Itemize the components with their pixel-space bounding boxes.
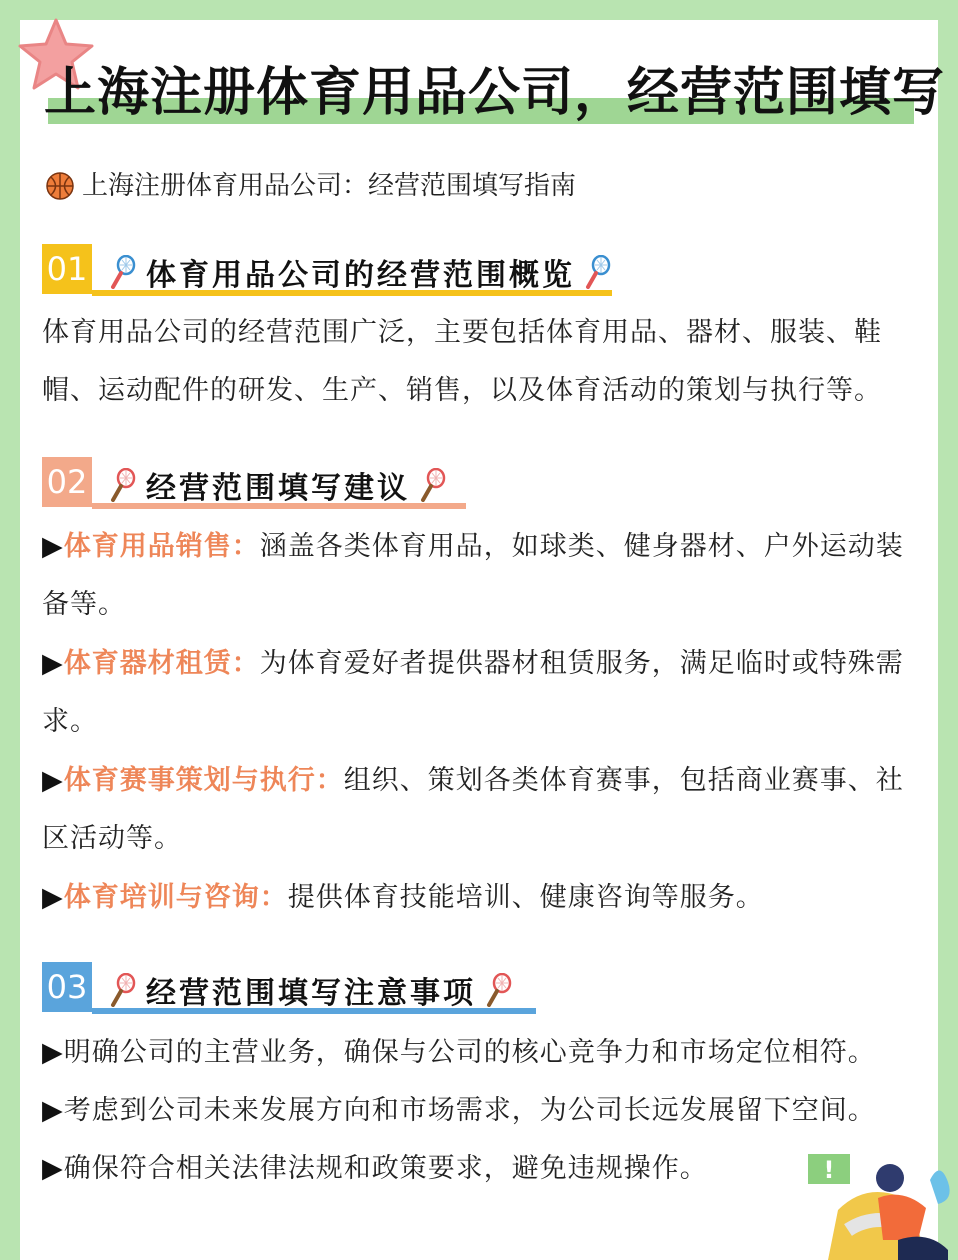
list-item (42, 1140, 912, 1198)
item-text: 提供体育技能培训、健康咨询等服务。 (287, 882, 764, 913)
section-02-header (42, 457, 472, 509)
section-number: 03 (42, 962, 92, 1012)
page-title: 上海注册体育用品公司，经营范围填写 (44, 63, 946, 123)
item-text: 确保符合相关法律法规和政策要求，避免违规操作。 (63, 1153, 708, 1184)
badminton-racket-icon (110, 973, 136, 1007)
item-label: 体育器材租赁： (63, 648, 260, 679)
item-text: 为体育爱好者提供器材租赁服务，满足临时或特殊需求。 (42, 648, 904, 737)
item-label: 体育用品销售： (63, 531, 260, 562)
item-label: 体育培训与咨询： (63, 882, 288, 913)
subtitle (46, 168, 576, 204)
subtitle-text: 上海注册体育用品公司：经营范围填写指南 (82, 171, 577, 201)
section-number: 02 (42, 457, 92, 507)
badminton-racket-icon (585, 255, 611, 289)
bullet: ▶ (42, 1037, 64, 1068)
item-label: 体育赛事策划与执行： (63, 765, 344, 796)
badge-mark: ! (823, 1156, 835, 1184)
item-text: 涵盖各类体育用品，如球类、健身器材、户外运动装备等。 (42, 531, 904, 620)
bullet: ▶ (42, 882, 64, 913)
bullet: ▶ (42, 648, 64, 679)
section-01-header (42, 244, 612, 296)
section-heading: 经营范围填写注意事项 (146, 976, 476, 1011)
bullet: ▶ (42, 531, 64, 562)
list-item (42, 752, 912, 868)
section-title (110, 968, 512, 1012)
badminton-racket-icon (420, 468, 446, 502)
section-heading: 经营范围填写建议 (146, 471, 410, 506)
badminton-racket-icon (110, 468, 136, 502)
badminton-racket-icon (486, 973, 512, 1007)
list-item (42, 1024, 912, 1082)
section-heading: 体育用品公司的经营范围概览 (146, 258, 575, 293)
section-01-paragraph: 体育用品公司的经营范围广泛，主要包括体育用品、器材、服装、鞋帽、运动配件的研发、生产、销售，以及体育活动的策划与执行等。 (42, 317, 882, 406)
content-card (20, 20, 946, 1260)
item-text: 考虑到公司未来发展方向和市场需求，为公司长远发展留下空间。 (63, 1095, 876, 1126)
list-item (42, 518, 912, 634)
bullet: ▶ (42, 1153, 64, 1184)
page-title-block (44, 58, 946, 128)
list-item (42, 1082, 912, 1140)
list-item (42, 869, 912, 927)
bullet: ▶ (42, 1095, 64, 1126)
basketball-icon (46, 172, 74, 200)
item-text: 明确公司的主营业务，确保与公司的核心竞争力和市场定位相符。 (63, 1037, 876, 1068)
badminton-racket-icon (110, 255, 136, 289)
person-illustration (808, 1140, 958, 1260)
section-title (110, 250, 611, 294)
section-title (110, 463, 446, 507)
list-item (42, 635, 912, 751)
section-number: 01 (42, 244, 92, 294)
bullet: ▶ (42, 765, 64, 796)
item-text: 组织、策划各类体育赛事，包括商业赛事、社区活动等。 (42, 765, 904, 854)
